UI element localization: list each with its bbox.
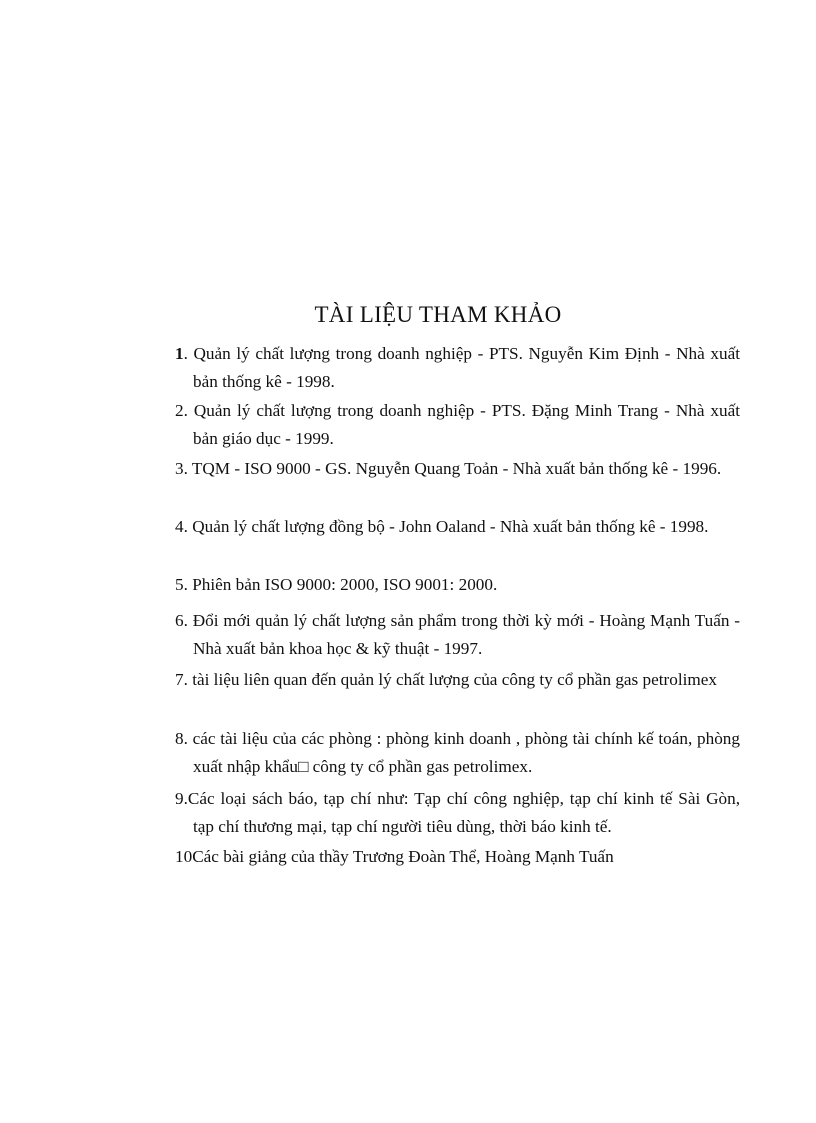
reference-text: . TQM - ISO 9000 - GS. Nguyễn Quang Toản - Nhà xuất bản thống kê - 1996.	[183, 459, 722, 478]
reference-number: 5	[175, 575, 184, 594]
reference-number: 10	[175, 847, 193, 866]
reference-item-6	[175, 607, 740, 663]
reference-item-2	[175, 397, 740, 453]
reference-item-4	[175, 513, 740, 541]
reference-text: . Đổi mới quản lý chất lượng sản phẩm trong thời kỳ mới - Hoàng Mạnh Tuấn - Nhà xuất bản khoa học & kỹ thuật - 1997.	[183, 611, 740, 658]
reference-item-7	[175, 666, 740, 694]
reference-item-5	[175, 571, 740, 599]
reference-number: 9	[175, 789, 184, 808]
reference-number: 1	[175, 344, 184, 363]
reference-number: 6	[175, 611, 184, 630]
reference-text: . Phiên bản ISO 9000: 2000, ISO 9001: 2000.	[183, 575, 498, 594]
reference-number: 2	[175, 401, 184, 420]
reference-text: . Quản lý chất lượng trong doanh nghiệp - PTS. Nguyễn Kim Định - Nhà xuất bản thống kê - 1998.	[183, 344, 740, 391]
reference-number: 8	[175, 729, 184, 748]
reference-item-9	[175, 785, 740, 841]
page-title: TÀI LIỆU THAM KHẢO	[314, 302, 562, 327]
reference-text: .Các loại sách báo, tạp chí như: Tạp chí công nghiệp, tạp chí kinh tế Sài Gòn, tạp chí thương mại, tạp chí người tiêu dùng, thời báo kinh tế.	[183, 789, 740, 836]
reference-item-10	[175, 843, 740, 871]
reference-text: . Quản lý chất lượng trong doanh nghiệp - PTS. Đặng Minh Trang - Nhà xuất bản giáo dục - 1999.	[183, 401, 740, 448]
reference-number: 4	[175, 517, 184, 536]
reference-text: . tài liệu liên quan đến quản lý chất lượng của công ty cổ phần gas petrolimex	[183, 670, 717, 689]
reference-text: Các bài giảng của thầy Trương Đoàn Thể, Hoàng Mạnh Tuấn	[192, 847, 614, 866]
reference-text: . Quản lý chất lượng đồng bộ - John Oaland - Nhà xuất bản thống kê - 1998.	[183, 517, 709, 536]
reference-item-8	[175, 725, 740, 781]
reference-number: 7	[175, 670, 184, 689]
reference-item-3	[175, 455, 740, 483]
reference-item-1	[175, 340, 740, 396]
reference-text: . các tài liệu của các phòng : phòng kinh doanh , phòng tài chính kế toán, phòng xuất nhập khẩu□ công ty cổ phần gas petrolimex.	[183, 729, 740, 776]
reference-number: 3	[175, 459, 184, 478]
